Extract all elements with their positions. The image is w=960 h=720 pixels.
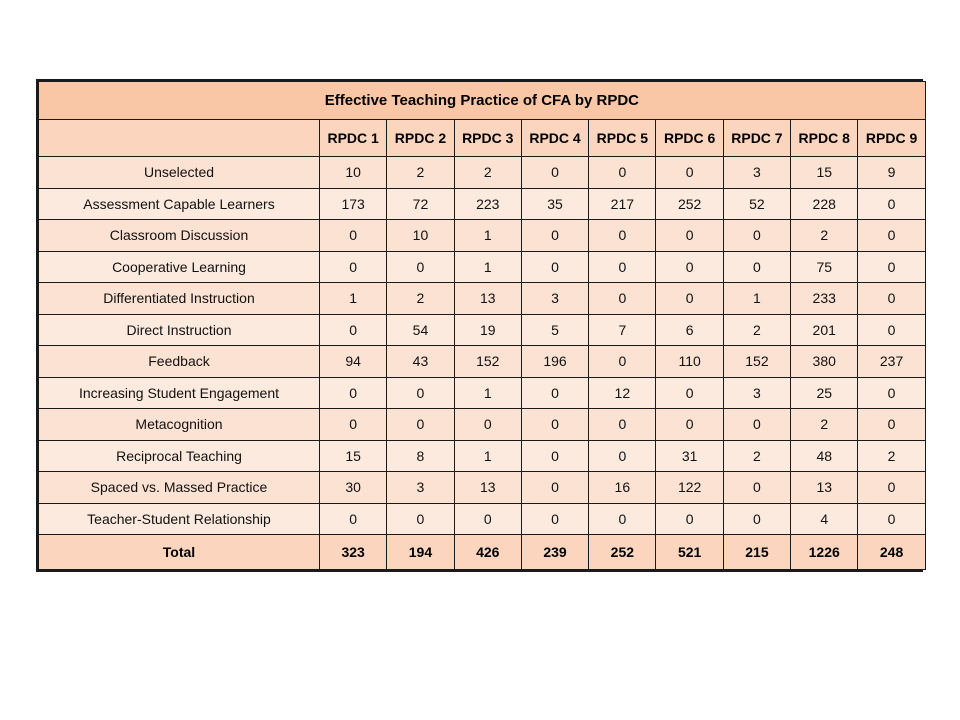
total-cell: 521: [656, 535, 723, 570]
corner-cell: [39, 120, 320, 157]
data-cell: 52: [723, 188, 790, 220]
data-cell: 0: [521, 503, 588, 535]
data-cell: 0: [858, 314, 925, 346]
data-cell: 4: [791, 503, 858, 535]
data-cell: 252: [656, 188, 723, 220]
row-label: Teacher-Student Relationship: [39, 503, 320, 535]
data-cell: 16: [589, 472, 656, 504]
data-cell: 0: [589, 409, 656, 441]
row-label: Assessment Capable Learners: [39, 188, 320, 220]
column-header: RPDC 8: [791, 120, 858, 157]
data-cell: 2: [723, 314, 790, 346]
data-cell: 196: [521, 346, 588, 378]
total-row: [39, 535, 926, 570]
row-label: Metacognition: [39, 409, 320, 441]
data-cell: 201: [791, 314, 858, 346]
data-cell: 122: [656, 472, 723, 504]
data-cell: 0: [521, 220, 588, 252]
total-label: Total: [39, 535, 320, 570]
data-cell: 0: [656, 251, 723, 283]
row-label: Unselected: [39, 157, 320, 189]
data-cell: 5: [521, 314, 588, 346]
data-cell: 12: [589, 377, 656, 409]
data-cell: 72: [387, 188, 454, 220]
data-cell: 0: [656, 220, 723, 252]
data-cell: 0: [858, 220, 925, 252]
data-cell: 380: [791, 346, 858, 378]
total-cell: 239: [521, 535, 588, 570]
data-cell: 31: [656, 440, 723, 472]
data-cell: 15: [320, 440, 387, 472]
data-table: [38, 81, 926, 570]
data-cell: 152: [723, 346, 790, 378]
data-cell: 3: [723, 157, 790, 189]
data-cell: 48: [791, 440, 858, 472]
data-cell: 1: [454, 220, 521, 252]
column-header: RPDC 6: [656, 120, 723, 157]
row-label: Cooperative Learning: [39, 251, 320, 283]
data-cell: 237: [858, 346, 925, 378]
data-cell: 2: [791, 409, 858, 441]
data-cell: 3: [387, 472, 454, 504]
table-row: [39, 409, 926, 441]
table-row: [39, 157, 926, 189]
data-cell: 13: [791, 472, 858, 504]
data-cell: 6: [656, 314, 723, 346]
column-header: RPDC 2: [387, 120, 454, 157]
data-cell: 19: [454, 314, 521, 346]
row-label: Classroom Discussion: [39, 220, 320, 252]
data-cell: 233: [791, 283, 858, 315]
data-cell: 0: [589, 251, 656, 283]
data-cell: 75: [791, 251, 858, 283]
data-cell: 2: [387, 157, 454, 189]
data-cell: 0: [521, 409, 588, 441]
data-cell: 0: [723, 409, 790, 441]
table-row: [39, 283, 926, 315]
data-cell: 0: [320, 377, 387, 409]
data-cell: 0: [387, 409, 454, 441]
data-cell: 30: [320, 472, 387, 504]
data-cell: 13: [454, 472, 521, 504]
data-cell: 0: [521, 251, 588, 283]
column-header-row: [39, 120, 926, 157]
data-cell: 0: [858, 188, 925, 220]
data-cell: 54: [387, 314, 454, 346]
data-cell: 0: [521, 472, 588, 504]
row-label: Differentiated Instruction: [39, 283, 320, 315]
total-cell: 215: [723, 535, 790, 570]
data-cell: 0: [723, 220, 790, 252]
data-cell: 0: [723, 251, 790, 283]
data-cell: 0: [387, 503, 454, 535]
data-cell: 0: [656, 157, 723, 189]
table-title: Effective Teaching Practice of CFA by RPDC: [39, 82, 926, 120]
data-cell: 0: [589, 220, 656, 252]
total-cell: 248: [858, 535, 925, 570]
table-body: [39, 157, 926, 535]
data-cell: 0: [858, 283, 925, 315]
cfa-table: [36, 79, 923, 572]
column-header: RPDC 3: [454, 120, 521, 157]
table-row: [39, 346, 926, 378]
data-cell: 0: [521, 157, 588, 189]
column-header: RPDC 1: [320, 120, 387, 157]
data-cell: 173: [320, 188, 387, 220]
data-cell: 0: [858, 503, 925, 535]
data-cell: 0: [723, 472, 790, 504]
data-cell: 0: [656, 377, 723, 409]
table-row: [39, 377, 926, 409]
table-row: [39, 503, 926, 535]
data-cell: 2: [723, 440, 790, 472]
row-label: Feedback: [39, 346, 320, 378]
row-label: Increasing Student Engagement: [39, 377, 320, 409]
data-cell: 1: [454, 377, 521, 409]
data-cell: 0: [454, 503, 521, 535]
column-header: RPDC 4: [521, 120, 588, 157]
data-cell: 223: [454, 188, 521, 220]
data-cell: 1: [454, 440, 521, 472]
row-label: Direct Instruction: [39, 314, 320, 346]
table-row: [39, 251, 926, 283]
data-cell: 0: [387, 251, 454, 283]
total-cell: 1226: [791, 535, 858, 570]
data-cell: 9: [858, 157, 925, 189]
data-cell: 1: [454, 251, 521, 283]
data-cell: 7: [589, 314, 656, 346]
data-cell: 0: [320, 503, 387, 535]
total-cell: 252: [589, 535, 656, 570]
data-cell: 0: [589, 440, 656, 472]
data-cell: 0: [656, 503, 723, 535]
column-header: RPDC 9: [858, 120, 925, 157]
table-row: [39, 440, 926, 472]
data-cell: 0: [454, 409, 521, 441]
data-cell: 3: [723, 377, 790, 409]
table-row: [39, 188, 926, 220]
total-cell: 426: [454, 535, 521, 570]
data-cell: 0: [521, 377, 588, 409]
data-cell: 0: [858, 409, 925, 441]
data-cell: 0: [656, 409, 723, 441]
data-cell: 110: [656, 346, 723, 378]
total-cell: 194: [387, 535, 454, 570]
row-label: Spaced vs. Massed Practice: [39, 472, 320, 504]
data-cell: 10: [387, 220, 454, 252]
data-cell: 0: [858, 251, 925, 283]
data-cell: 0: [589, 346, 656, 378]
column-header: RPDC 7: [723, 120, 790, 157]
table-row: [39, 472, 926, 504]
data-cell: 0: [320, 314, 387, 346]
data-cell: 228: [791, 188, 858, 220]
data-cell: 0: [320, 409, 387, 441]
data-cell: 2: [387, 283, 454, 315]
data-cell: 94: [320, 346, 387, 378]
data-cell: 0: [521, 440, 588, 472]
table-row: [39, 314, 926, 346]
data-cell: 10: [320, 157, 387, 189]
data-cell: 3: [521, 283, 588, 315]
total-cell: 323: [320, 535, 387, 570]
row-label: Reciprocal Teaching: [39, 440, 320, 472]
data-cell: 0: [589, 283, 656, 315]
data-cell: 2: [858, 440, 925, 472]
data-cell: 0: [387, 377, 454, 409]
data-cell: 1: [723, 283, 790, 315]
data-cell: 25: [791, 377, 858, 409]
data-cell: 0: [858, 472, 925, 504]
data-cell: 0: [320, 220, 387, 252]
data-cell: 0: [589, 157, 656, 189]
data-cell: 217: [589, 188, 656, 220]
data-cell: 0: [589, 503, 656, 535]
data-cell: 43: [387, 346, 454, 378]
data-cell: 15: [791, 157, 858, 189]
data-cell: 0: [656, 283, 723, 315]
data-cell: 0: [858, 377, 925, 409]
data-cell: 152: [454, 346, 521, 378]
table-row: [39, 220, 926, 252]
data-cell: 35: [521, 188, 588, 220]
data-cell: 0: [320, 251, 387, 283]
column-header: RPDC 5: [589, 120, 656, 157]
data-cell: 1: [320, 283, 387, 315]
data-cell: 0: [723, 503, 790, 535]
data-cell: 2: [454, 157, 521, 189]
data-cell: 13: [454, 283, 521, 315]
data-cell: 2: [791, 220, 858, 252]
data-cell: 8: [387, 440, 454, 472]
